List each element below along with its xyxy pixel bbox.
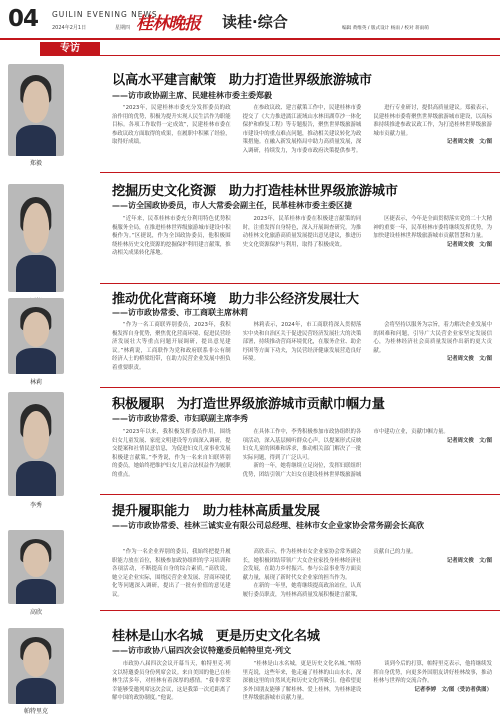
article-subtitle: ——访全国政协委员，市人大常委会副主任，民革桂林市委主委区捷 <box>112 201 352 210</box>
paragraph: “作为一名工商联界别委员，2023年，我积极发挥自身优势，聚焦优化营商环境、促进民营经济发展壮大等重点问题开展调研，提出意见建议。”林莉说，工商联作为党和政府联系非公有制经济人士的桥梁纽带，在助力民营企业发展中担负着重要职责。 <box>112 322 231 371</box>
person-photo <box>8 628 64 704</box>
article-body <box>112 321 492 383</box>
section-title: 读桂·综合 <box>222 13 288 31</box>
person-caption: 高欣 <box>29 609 42 616</box>
section-divider <box>100 494 500 495</box>
person-caption: 郑毅 <box>29 160 42 167</box>
article-signature: 记者周文俊 文/图 <box>446 557 492 564</box>
paragraph: “桂林是山水名城，更是历史文化名城。”帕特里克说，这些年来，他走遍了桂林的山山水水，深深被这里的自然风光和历史文化所吸引。他希望更多外国朋友能够了解桂林、爱上桂林，为桂林建设世界级旅游城市贡献力量。 <box>242 661 362 702</box>
section-divider <box>100 283 500 284</box>
paragraph: “2023年以来，我积极发挥委员作用，围绕妇女儿童发展、家庭文明建设等方面深入调研，提交提案和社情民意信息，为促进妇女儿童事业发展积极建言献策。”李秀说，作为一名来自妇联界别的委员，她始终把维护妇女儿童合法权益作为履职的重点。 <box>112 429 231 478</box>
page-number: 04 <box>8 6 39 32</box>
paragraph: 林莉表示，2024年，市工商联将深入贯彻落实中央和自治区关于促进民营经济发展壮大的决策部署，持续推动营商环境优化，在服务企业、助企纾困等方面下功夫，为民营经济健康发展营造良好环境。 <box>242 322 362 363</box>
person-photo <box>8 298 64 374</box>
issue-date: 2024年2月1日 <box>52 25 87 31</box>
paragraph: 2023年，民革桂林市委在积极建言献策的同时，注重发挥自身特色，深入开展调查研究，为推动桂林文化旅游高质量发展提出意见建议，推进历史文化资源保护与利用，取得了积极成效。 <box>242 216 362 248</box>
article-subtitle: ——访市政协八届四次会议特邀委员帕特里克·列文 <box>112 646 292 655</box>
editor-credits: 编辑 黄维英 / 版式设计 杨雨 / 校对 蒋雨萌 <box>342 26 429 31</box>
article-signature: 记者周文俊 文/图 <box>446 356 492 363</box>
article-title: 挖掘历史文化资源 助力打造桂林世界级旅游城市 <box>112 184 398 199</box>
article-subtitle: ——访市政协常委、市妇联副主席李秀 <box>112 414 248 423</box>
article-body <box>112 548 492 604</box>
issue-weekday: 星期四 <box>115 25 131 31</box>
paragraph: 进行专业研讨，提供高质量建议。郑毅表示，民建桂林市委将聚焦世界级旅游城市建设，以高标准持续推进参政议政工作，为打造桂林世界级旅游城市贡献力量。 <box>373 105 492 137</box>
paragraph: 会将坚持以服务为宗旨，着力解决企业发展中的困难和问题，引导广大民营企业家坚定发展信心，为桂林经济社会高质量发展作出新的更大贡献。 <box>373 322 492 354</box>
newspaper-logo: 桂林晚报 <box>136 14 200 34</box>
column-rule <box>100 55 500 56</box>
person-photo <box>8 184 64 292</box>
person-photo <box>8 64 64 156</box>
paragraph: 在参政议政、建言献策工作中，民建桂林市委提交了《大力推进漓江流域山水林田湖草沙一体化保护和修复工程》等专题报告，聚焦世界级旅游城市建设中的重点难点问题，推动相关建议转化为政策措施。在融入新发展格局中助力高质量发展，深入调研，持续发力，为市委市政府决策提供参考。 <box>242 105 362 154</box>
article-title: 提升履职能力 助力桂林高质量发展 <box>112 504 320 519</box>
paragraph: 区捷表示，今年是全面贯彻落实党的二十大精神的重要一年，民革桂林市委将继续发挥优势，为加快建设桂林世界级旅游城市贡献智慧和力量。 <box>373 216 492 240</box>
article-body <box>112 428 492 490</box>
column-tag: 专访 <box>40 42 100 56</box>
section-divider <box>100 610 500 611</box>
article-signature: 记者李婷 文/图（受访者供图） <box>414 686 492 693</box>
paragraph: 高欣表示，作为桂林市女企业家协会常务副会长，她积极团结带领广大女企业家投身桂林经济社会发展，在助力乡村振兴、参与公益事业等方面贡献力量，展现了新时代女企业家的担当作为。 <box>242 549 362 581</box>
article-body <box>112 104 492 166</box>
article-subtitle: ——访市政协常委、市工商联主席林莉 <box>112 308 248 317</box>
publication-name-en: GUILIN EVENING NEWS <box>52 10 158 19</box>
paragraph: 新的一年，她将继续立足岗位，发挥妇联组织优势，团结引领广大妇女在建设桂林世界级旅游城市中建功立业，贡献巾帼力量。 <box>242 429 449 478</box>
article-body <box>112 660 492 720</box>
article-title: 推动优化营商环境 助力非公经济发展壮大 <box>112 292 359 307</box>
article-subtitle: ——访市政协常委、桂林三诚实业有限公司总经理、桂林市女企业家协会常务副会长高欣 <box>112 521 424 530</box>
paragraph: “作为一名企业界别的委员，我始终把提升履职能力放在首位，积极参加政协组织的学习培训和各项活动，不断提高自身的综合素质。”高欣说，她立足企业实际，围绕民营企业发展、营商环境优化等问题深入调研，提出了一批有价值的意见建议。 <box>112 549 231 598</box>
paragraph: 在具体工作中，李秀积极参加市政协组织的各项活动，深入基层倾听群众心声，以提案形式反映妇女儿童的困难和诉求，推动相关部门解决了一批实际问题，得到了广泛认可。 <box>242 429 362 461</box>
section-divider <box>100 387 500 388</box>
section-divider <box>100 172 500 173</box>
person-photo <box>8 392 64 496</box>
article-subtitle: ——访市政协副主席、民建桂林市委主委郑毅 <box>112 91 272 100</box>
header-divider <box>0 38 500 40</box>
article-body <box>112 215 492 277</box>
article-title: 桂林是山水名城 更是历史文化名城 <box>112 629 320 644</box>
paragraph: 在新的一年里，她将继续提高政治站位，认真履行委员职责，为桂林高质量发展积极建言献策，贡献自己的力量。 <box>242 549 417 598</box>
person-caption: 帕特里克 <box>23 708 48 715</box>
paragraph: 谈到今后的打算，帕特里克表示，他将继续发挥自身优势，向更多外国朋友讲好桂林故事，推动桂林与世界的交流合作。 <box>373 661 492 685</box>
article-signature: 记者周文俊 文/图 <box>446 241 492 248</box>
article-title: 积极履职 为打造世界级旅游城市贡献巾帼力量 <box>112 397 385 412</box>
person-caption: 李秀 <box>29 502 42 509</box>
paragraph: “近年来，民革桂林市委充分利用特色优势积极服务全局，在推进桂林世界级旅游城市建设中积极作为。”区捷说，作为全国政协委员，他积极围绕桂林历史文化资源的挖掘保护利用建言献策，推动相关成果转化落地。 <box>112 216 231 257</box>
paragraph: “2023年，民建桂林市委充分发挥委员的政治作用的优势，积极为提升实现人民生活作为职能目标。各项工作取得一定成效”，民建桂林市委在参政议政方面取得的成果，在履职中积累了经验，取得好成绩。 <box>112 105 231 146</box>
article-title: 以高水平建言献策 助力打造世界级旅游城市 <box>112 73 372 88</box>
article-signature: 记者周文俊 文/图 <box>446 139 492 146</box>
paragraph: 市政协八届四次会议开幕当天，帕特里克·列文以特邀委员身份列席会议。来自美国的他已在桂林生活多年，对桂林有着深厚的感情。“我非常荣幸能够受邀列席这次会议，这是我第一次近距离了解中国的政协制度。”他说。 <box>112 661 231 702</box>
person-caption: 林莉 <box>29 379 42 386</box>
article-signature: 记者周文俊 文/图 <box>446 437 492 444</box>
person-photo <box>8 530 64 604</box>
